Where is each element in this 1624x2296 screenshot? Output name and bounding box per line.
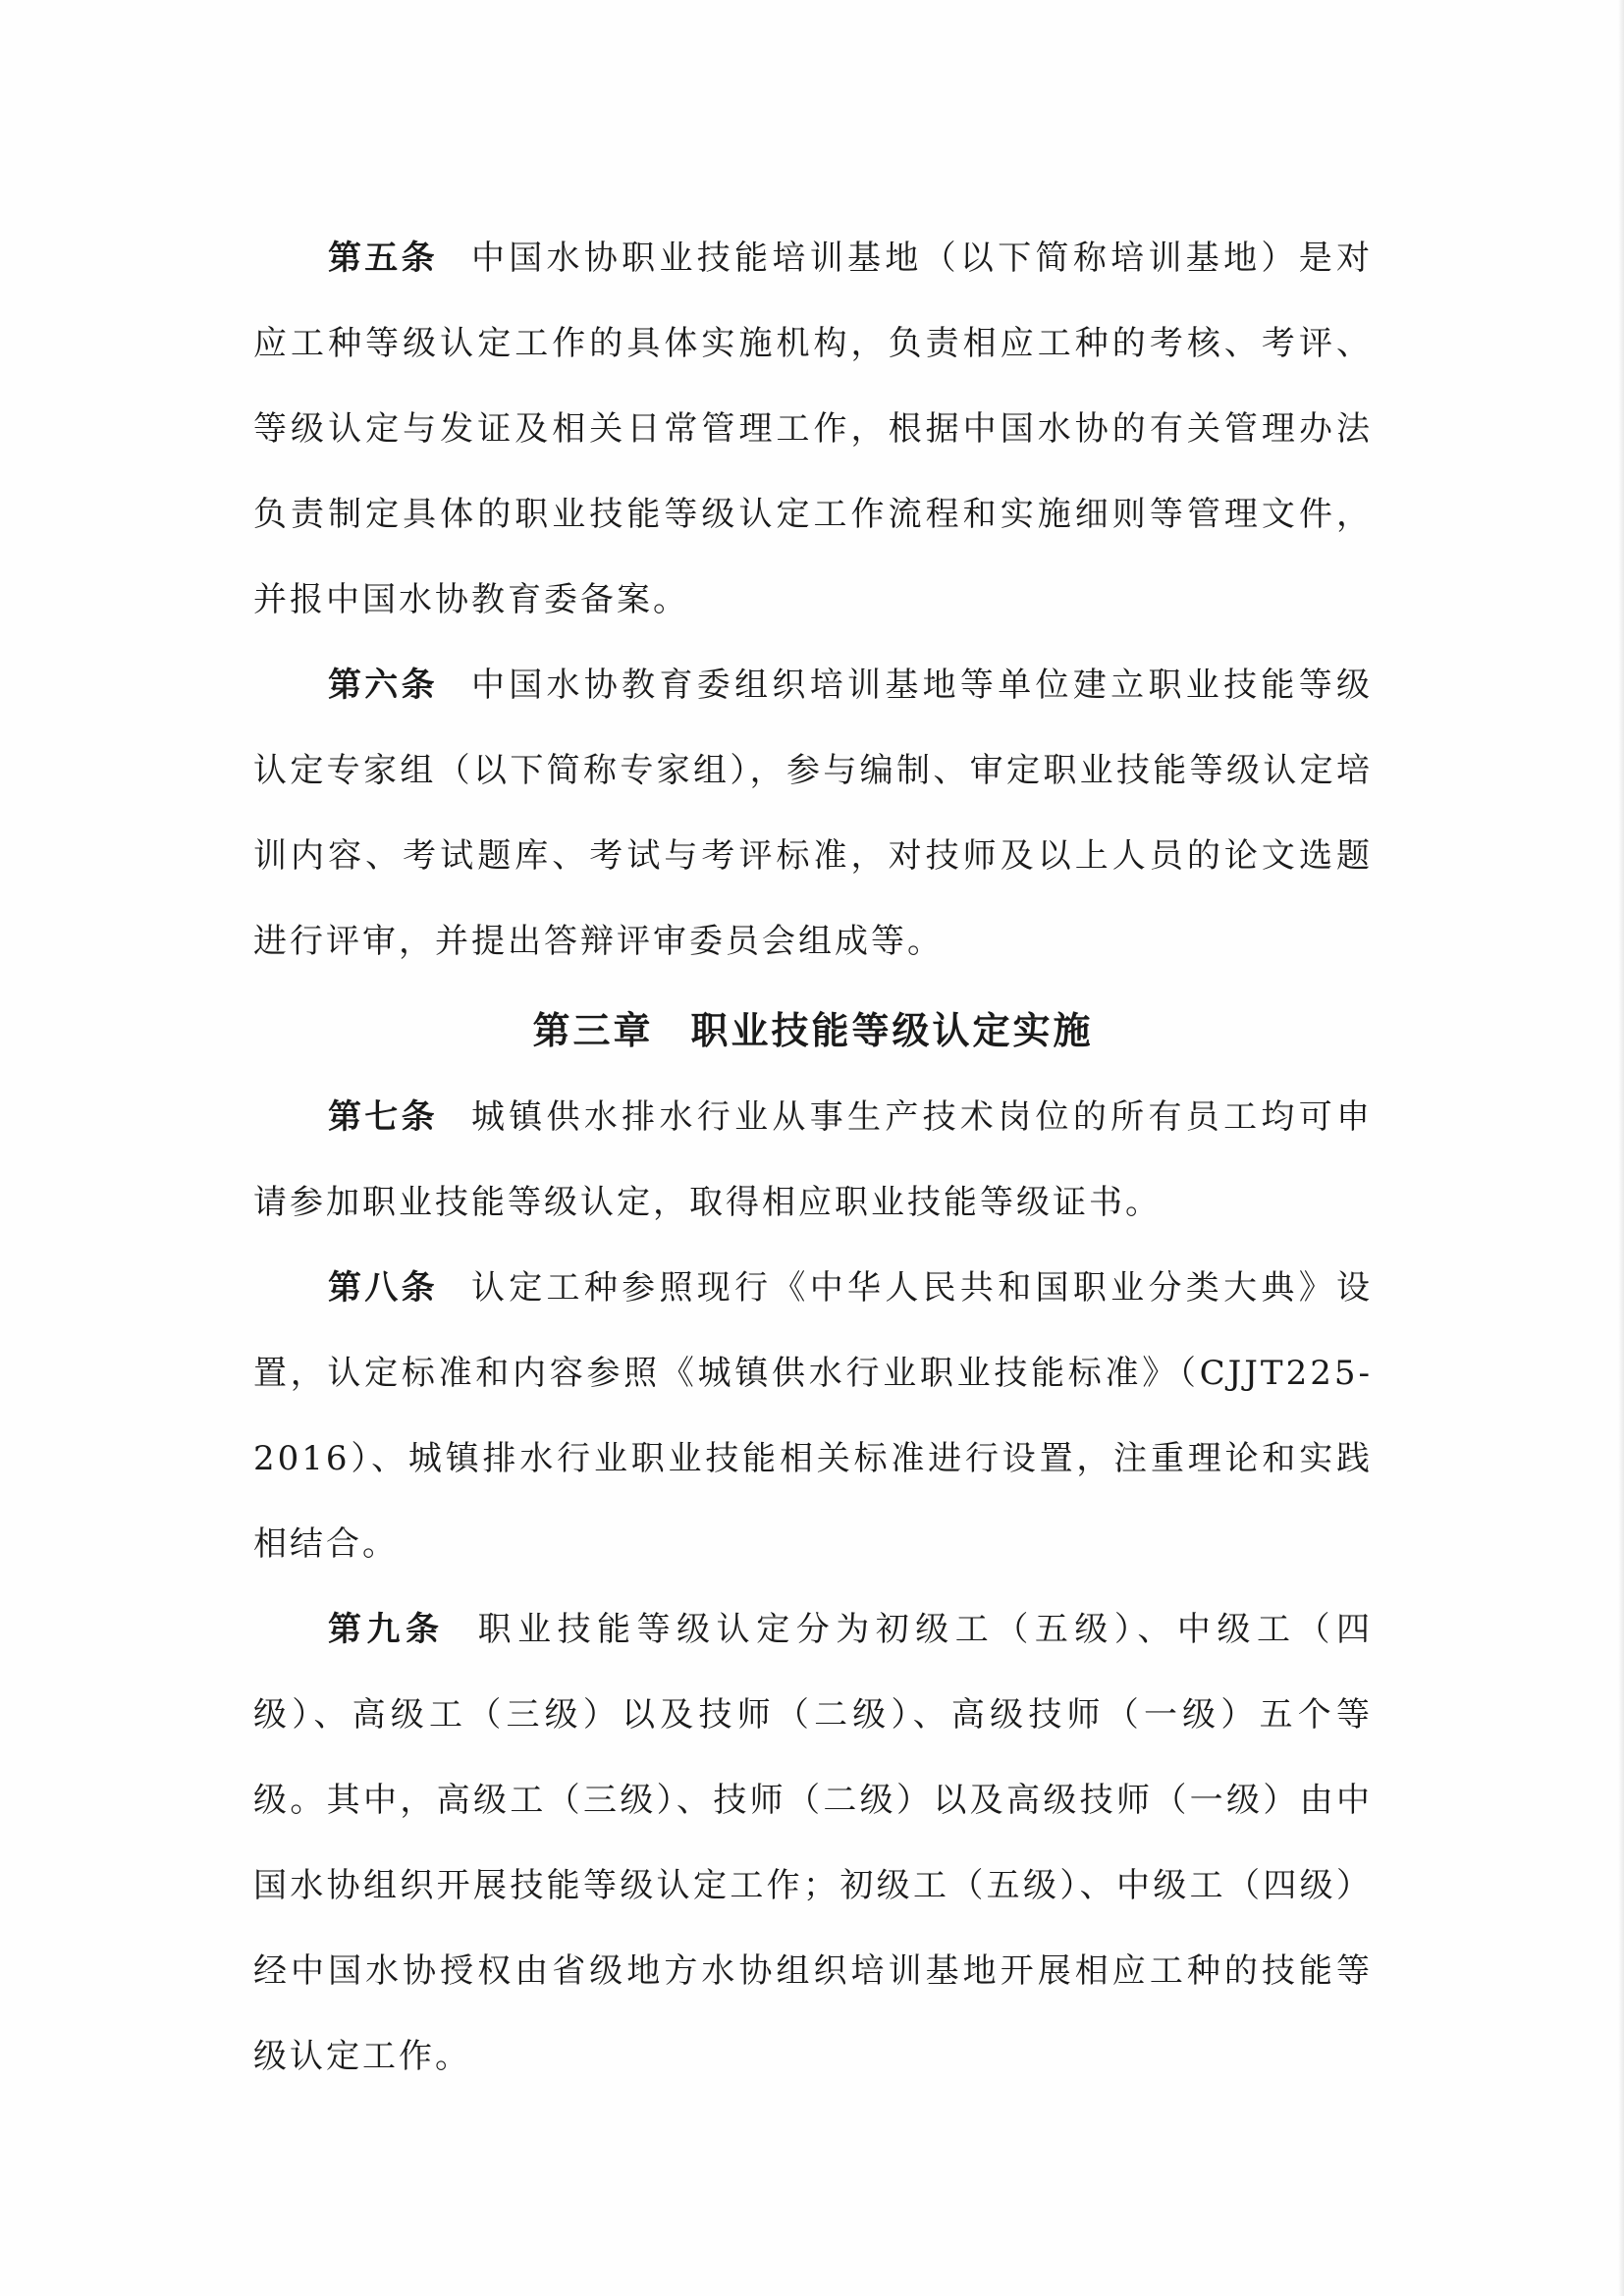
article-9 (253, 1587, 1373, 2100)
chapter-number: 第三章 (532, 1009, 654, 1052)
article-5 (253, 216, 1373, 643)
article-9-text: 职业技能等级认定分为初级工（五级）、中级工（四级）、高级工（三级）以及技师（二级）、高级技师（一级）五个等级。其中，高级工（三级）、技师（二级）以及高级技师（一级）由中国水协组织开展技能等级认定工作；初级工（五级）、中级工（四级）经中国水协授权由省级地方水协组织培训基地开展相应工种的技能等级认定工作。 (253, 1610, 1374, 2076)
article-6-title: 第六条 (328, 666, 438, 705)
chapter-heading (253, 987, 1373, 1075)
article-6 (253, 643, 1373, 985)
article-9-title: 第九条 (328, 1610, 445, 1649)
article-7-title: 第七条 (328, 1097, 438, 1137)
scan-edge-shadow (1618, 0, 1624, 2296)
article-8 (253, 1246, 1373, 1587)
article-5-title: 第五条 (328, 239, 438, 278)
chapter-title: 职业技能等级认定实施 (690, 1009, 1094, 1052)
article-8-title: 第八条 (328, 1268, 438, 1308)
document-body (253, 216, 1373, 2100)
article-5-text: 中国水协职业技能培训基地（以下简称培训基地）是对应工种等级认定工作的具体实施机构，负责相应工种的考核、考评、等级认定与发证及相关日常管理工作，根据中国水协的有关管理办法负责制定具体的职业技能等级认定工作流程和实施细则等管理文件，并报中国水协教育委备案。 (253, 239, 1374, 619)
article-8-text: 认定工种参照现行《中华人民共和国职业分类大典》设置，认定标准和内容参照《城镇供水行业职业技能标准》（CJJT225-2016）、城镇排水行业职业技能相关标准进行设置，注重理论和实践相结合。 (253, 1268, 1374, 1564)
article-7-text: 城镇供水排水行业从事生产技术岗位的所有员工均可申请参加职业技能等级认定，取得相应职业技能等级证书。 (253, 1097, 1374, 1222)
article-6-text: 中国水协教育委组织培训基地等单位建立职业技能等级认定专家组（以下简称专家组），参与编制、审定职业技能等级认定培训内容、考试题库、考试与考评标准，对技师及以上人员的论文选题进行评审，并提出答辩评审委员会组成等。 (253, 666, 1374, 961)
article-7 (253, 1075, 1373, 1246)
